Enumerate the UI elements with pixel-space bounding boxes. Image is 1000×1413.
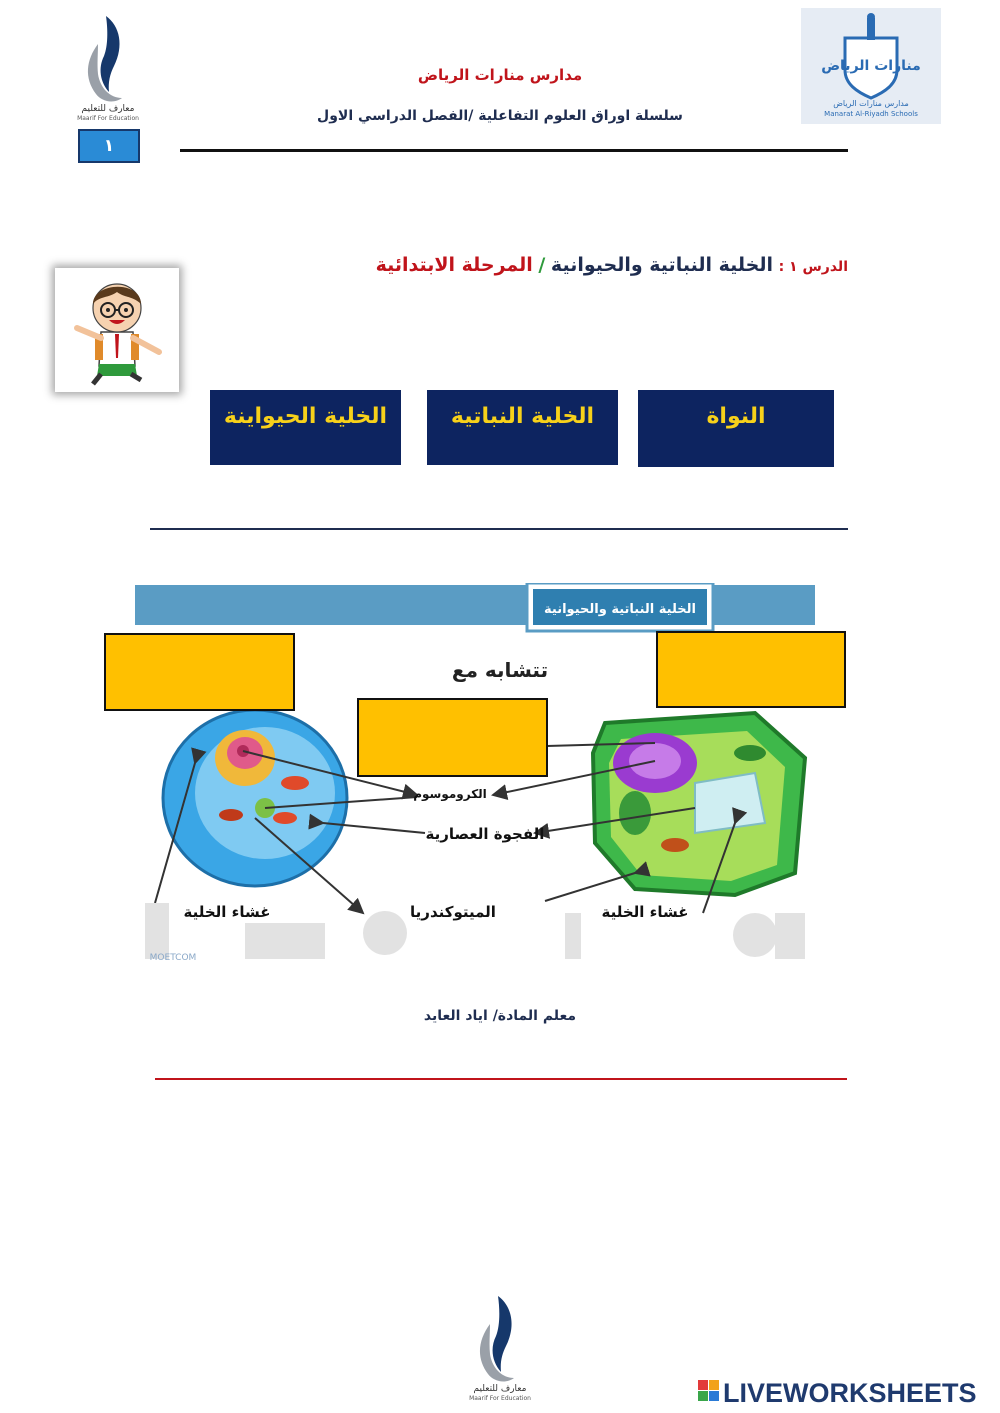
student-cartoon-icon xyxy=(55,268,179,392)
maarif-footer-logo-subtext: Maarif For Education xyxy=(469,1395,531,1402)
maarif-footer-logo-text: معارف للتعليم xyxy=(473,1384,527,1394)
option-card-nucleus[interactable]: النواة xyxy=(638,390,834,467)
manarat-logo-text: منارات الرياض xyxy=(821,58,921,74)
manarat-logo xyxy=(801,8,941,124)
maarif-logo-subtext: Maarif For Education xyxy=(77,115,139,122)
maarif-logo-text: معارف للتعليم xyxy=(81,104,135,114)
maarif-footer-logo xyxy=(454,1292,546,1402)
figure-banner-title: الخلية النباتية والحيوانية xyxy=(544,602,696,617)
answer-box-similarity[interactable] xyxy=(357,698,548,777)
lesson-separator: / xyxy=(538,254,546,276)
brand-text: LIVEWORKSHEETS xyxy=(723,1378,977,1408)
label-mitochondria: الميتوكندريا xyxy=(410,903,496,921)
lesson-stage: المرحلة الابتدائية xyxy=(375,254,533,276)
manarat-caption-ar: مدارس منارات الرياض xyxy=(833,99,909,108)
maarif-logo xyxy=(62,12,154,122)
plant-cell-illustration xyxy=(593,713,805,895)
label-chromosome: الكروموسوم xyxy=(413,787,487,801)
answer-box-plant-cell[interactable] xyxy=(656,631,846,708)
label-cell-membrane-right: غشاء الخلية xyxy=(601,903,689,921)
similar-heading: تتشابه مع xyxy=(451,658,549,682)
label-cell-membrane-left: غشاء الخلية xyxy=(183,903,271,921)
school-name: مدارس منارات الرياض xyxy=(417,66,583,84)
section-divider xyxy=(150,528,848,530)
lesson-title: الخلية النباتية والحيوانية xyxy=(550,254,773,276)
option-card-plant-cell[interactable]: الخلية النباتية xyxy=(427,390,618,465)
teacher-name: معلم المادة/ اياد العايد xyxy=(423,1008,577,1024)
animal-cell-illustration xyxy=(163,710,347,886)
answer-box-animal-cell[interactable] xyxy=(104,633,295,711)
option-card-animal-cell[interactable]: الخلية الحيواينة xyxy=(210,390,401,465)
lesson-label: الدرس ١ : xyxy=(778,259,848,275)
label-vacuole: الفجوة العصارية xyxy=(425,825,545,843)
liveworksheets-brand xyxy=(698,1376,998,1408)
series-title: سلسلة اوراق العلوم التفاعلية /الفصل الدراسي الاول xyxy=(317,108,683,124)
manarat-caption-en: Manarat Al-Riyadh Schools xyxy=(824,110,918,118)
header-divider xyxy=(180,149,848,152)
footer-divider xyxy=(155,1078,847,1080)
lesson-title-line xyxy=(376,254,848,276)
figure-watermark: MOETCOM xyxy=(149,953,197,963)
page-number-badge: ١ xyxy=(78,129,140,163)
student-image xyxy=(55,268,179,392)
